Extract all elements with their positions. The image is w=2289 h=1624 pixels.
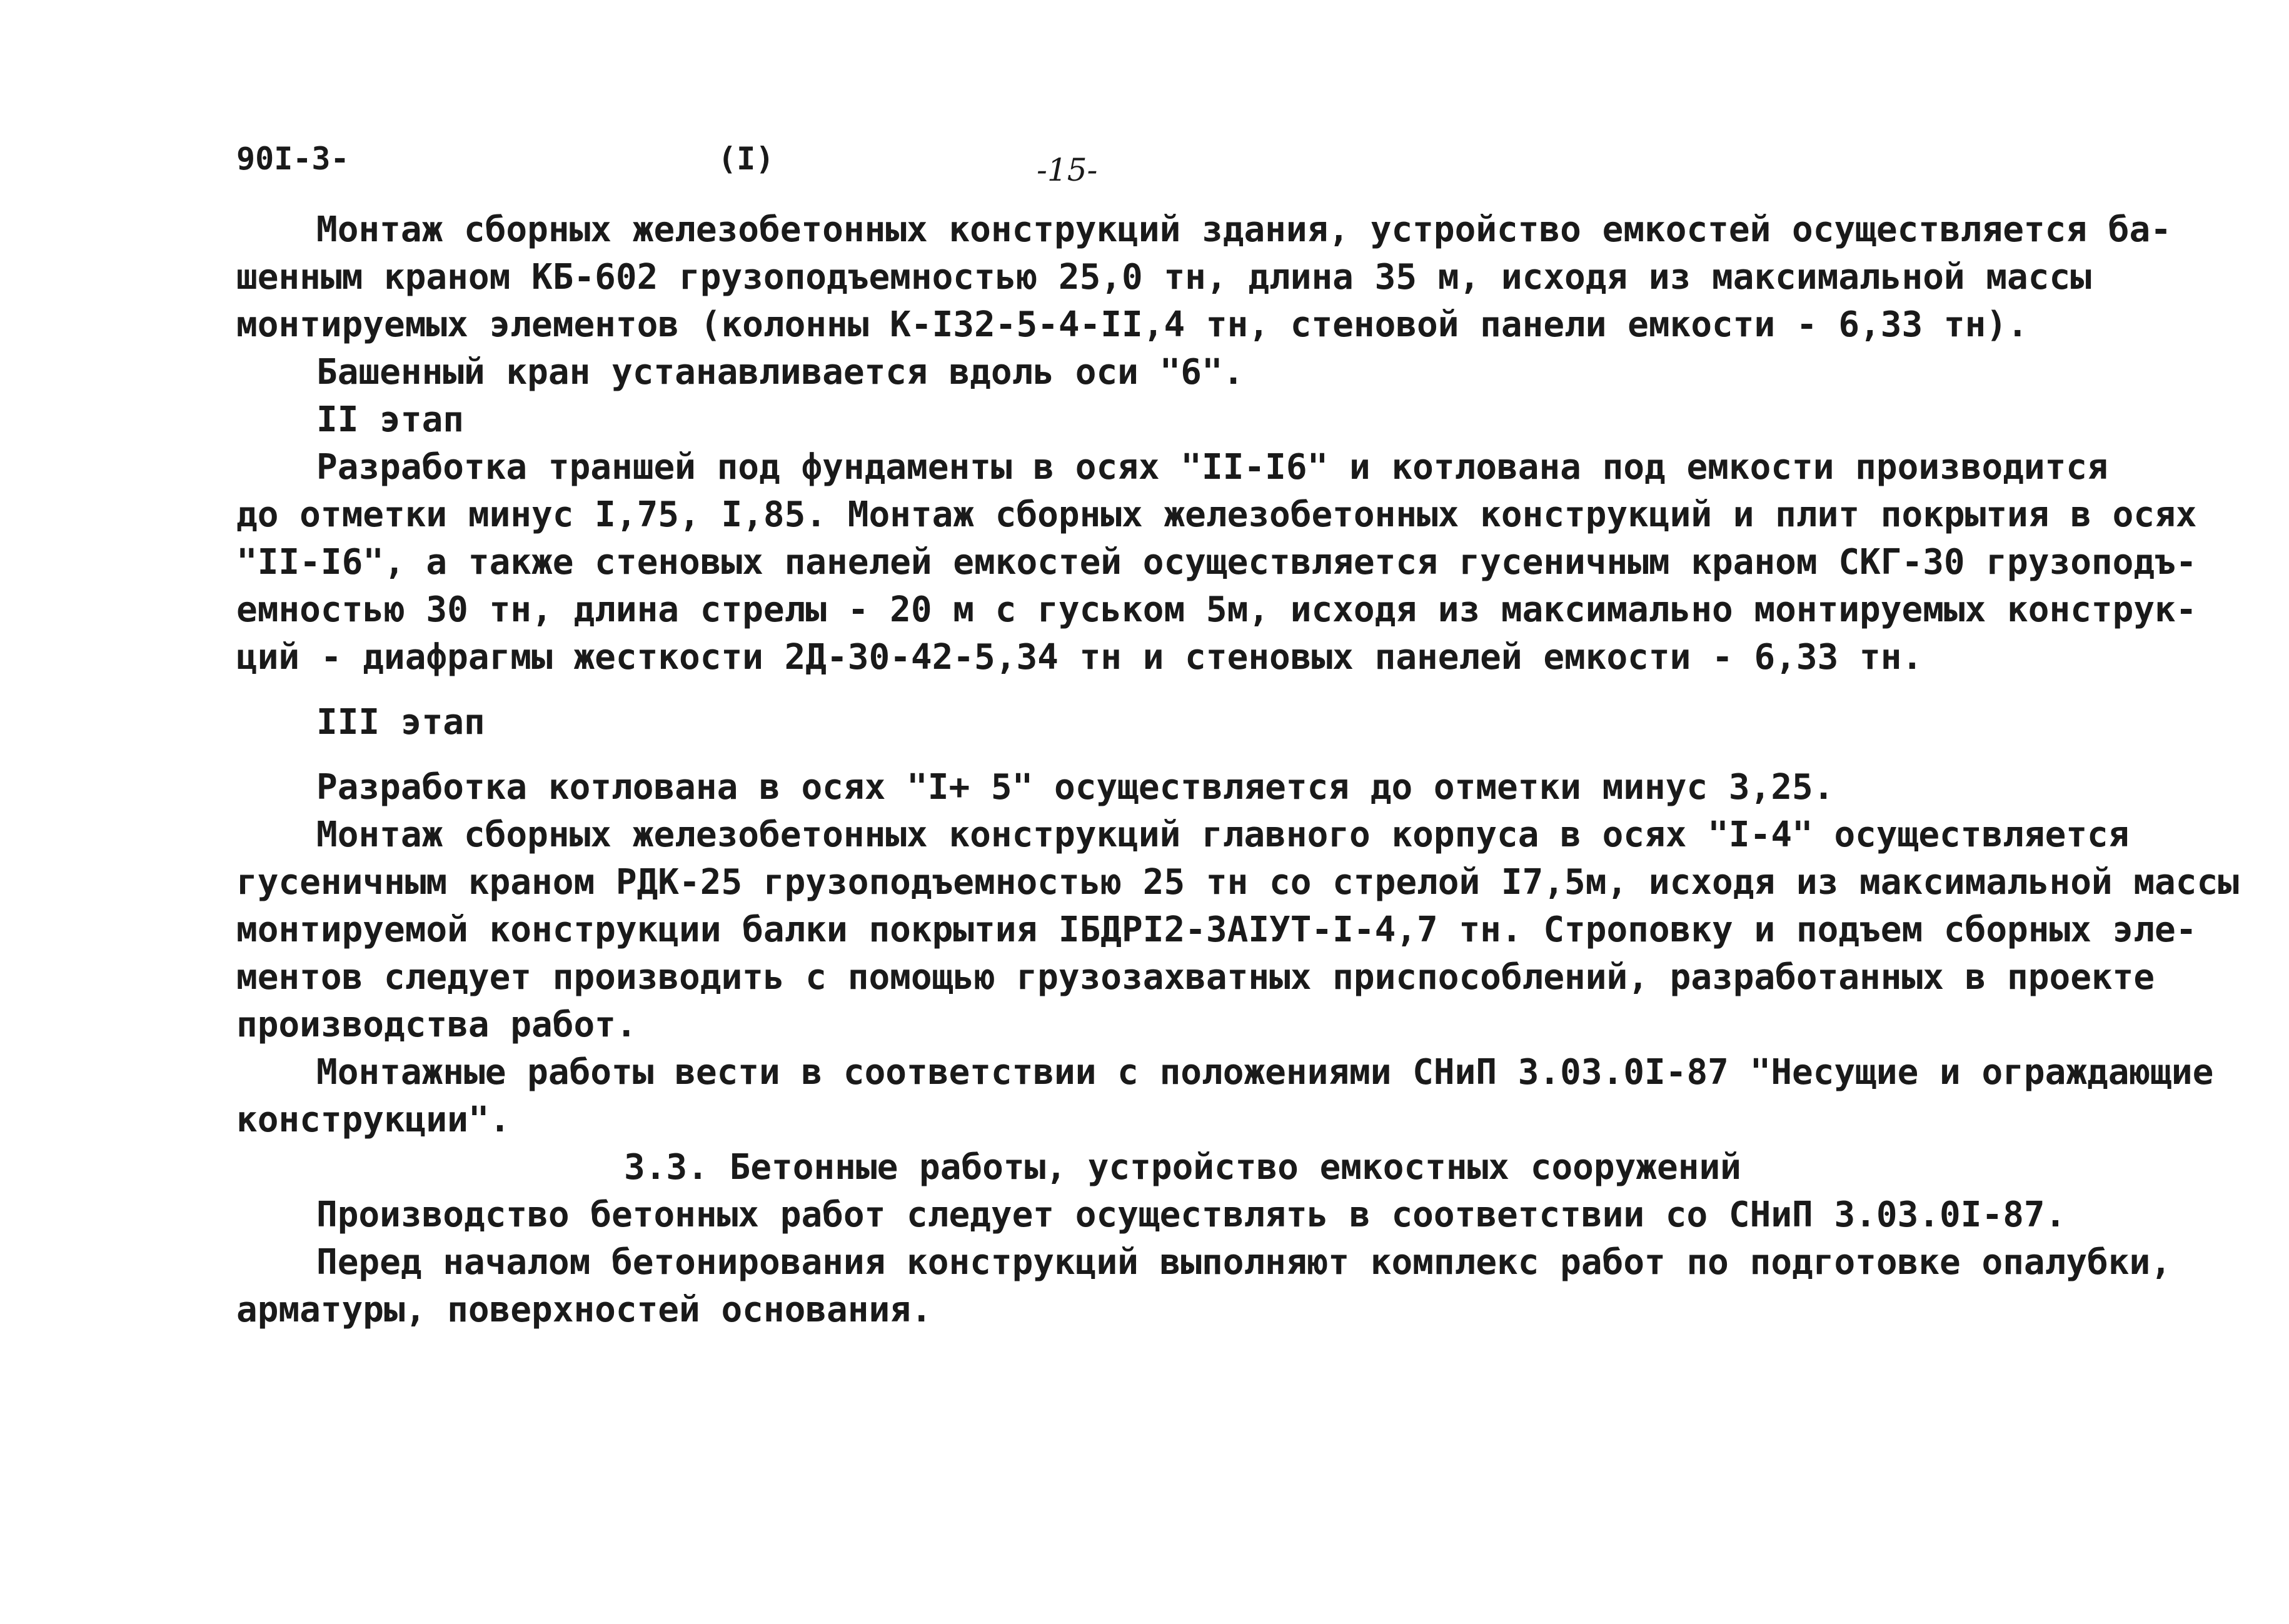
document-code: 90I-3- xyxy=(236,141,350,177)
document-body xyxy=(236,206,2239,1334)
text-line: монтируемых элементов (колонны К-I32-5-4-II,4 тн, стеновой панели емкости - 6,33 тн). xyxy=(236,304,2028,345)
text-line: ций - диафрагмы жесткости 2Д-30-42-5,34 тн и стеновых панелей емкости - 6,33 тн. xyxy=(236,637,1923,678)
text-line: гусеничным краном РДК-25 грузоподъемностью 25 тн со стрелой I7,5м, исходя из максимальной массы xyxy=(236,862,2239,903)
text-line: Производство бетонных работ следует осуществлять в соответствии со СНиП 3.03.0I-87. xyxy=(316,1195,2066,1235)
text-line: конструкции". xyxy=(236,1100,511,1140)
text-line: Перед началом бетонирования конструкций выполняют комплекс работ по подготовке опалубки, xyxy=(316,1242,2171,1283)
text-line: ментов следует производить с помощью грузозахватных приспособлений, разработанных в проекте xyxy=(236,957,2155,998)
page-number: -15- xyxy=(1037,152,1098,188)
part-number: (I) xyxy=(718,141,775,177)
text-line: арматуры, поверхностей основания. xyxy=(236,1290,932,1330)
page-header xyxy=(236,141,1174,191)
text-line: Монтажные работы вести в соответствии с положениями СНиП 3.03.0I-87 "Несущие и ограждающие xyxy=(316,1052,2214,1093)
section-heading-3-3: 3.3. Бетонные работы, устройство емкостных сооружений xyxy=(624,1147,1741,1188)
text-line: Монтаж сборных железобетонных конструкций главного корпуса в осях "I-4" осуществляется xyxy=(316,815,2130,855)
text-line: Разработка котлована в осях "I+ 5" осуществляется до отметки минус 3,25. xyxy=(316,767,1834,808)
text-line: монтируемой конструкции балки покрытия IБДРI2-3АIУТ-I-4,7 тн. Строповку и подъем сборных эле- xyxy=(236,910,2197,950)
text-line: шенным краном КБ-602 грузоподъемностью 25,0 тн, длина 35 м, исходя из максимальной массы xyxy=(236,257,2091,298)
text-line: емностью 30 тн, длина стрелы - 20 м с гуськом 5м, исходя из максимально монтируемых конструк- xyxy=(236,589,2197,630)
text-line: производства работ. xyxy=(236,1005,637,1045)
text-line: "II-I6", а также стеновых панелей емкостей осуществляется гусеничным краном СКГ-30 грузоподъ- xyxy=(236,542,2197,583)
text-line: Разработка траншей под фундаменты в осях "II-I6" и котлована под емкости производится xyxy=(316,447,2108,488)
text-line: Башенный кран устанавливается вдоль оси "6". xyxy=(316,352,1244,393)
text-line: до отметки минус I,75, I,85. Монтаж сборных железобетонных конструкций и плит покрытия в осях xyxy=(236,494,2197,535)
text-line: Монтаж сборных железобетонных конструкций здания, устройство емкостей осуществляется ба- xyxy=(316,209,2171,250)
section-heading-stage-3: III этап xyxy=(316,702,485,743)
section-heading-stage-2: II этап xyxy=(316,399,465,440)
